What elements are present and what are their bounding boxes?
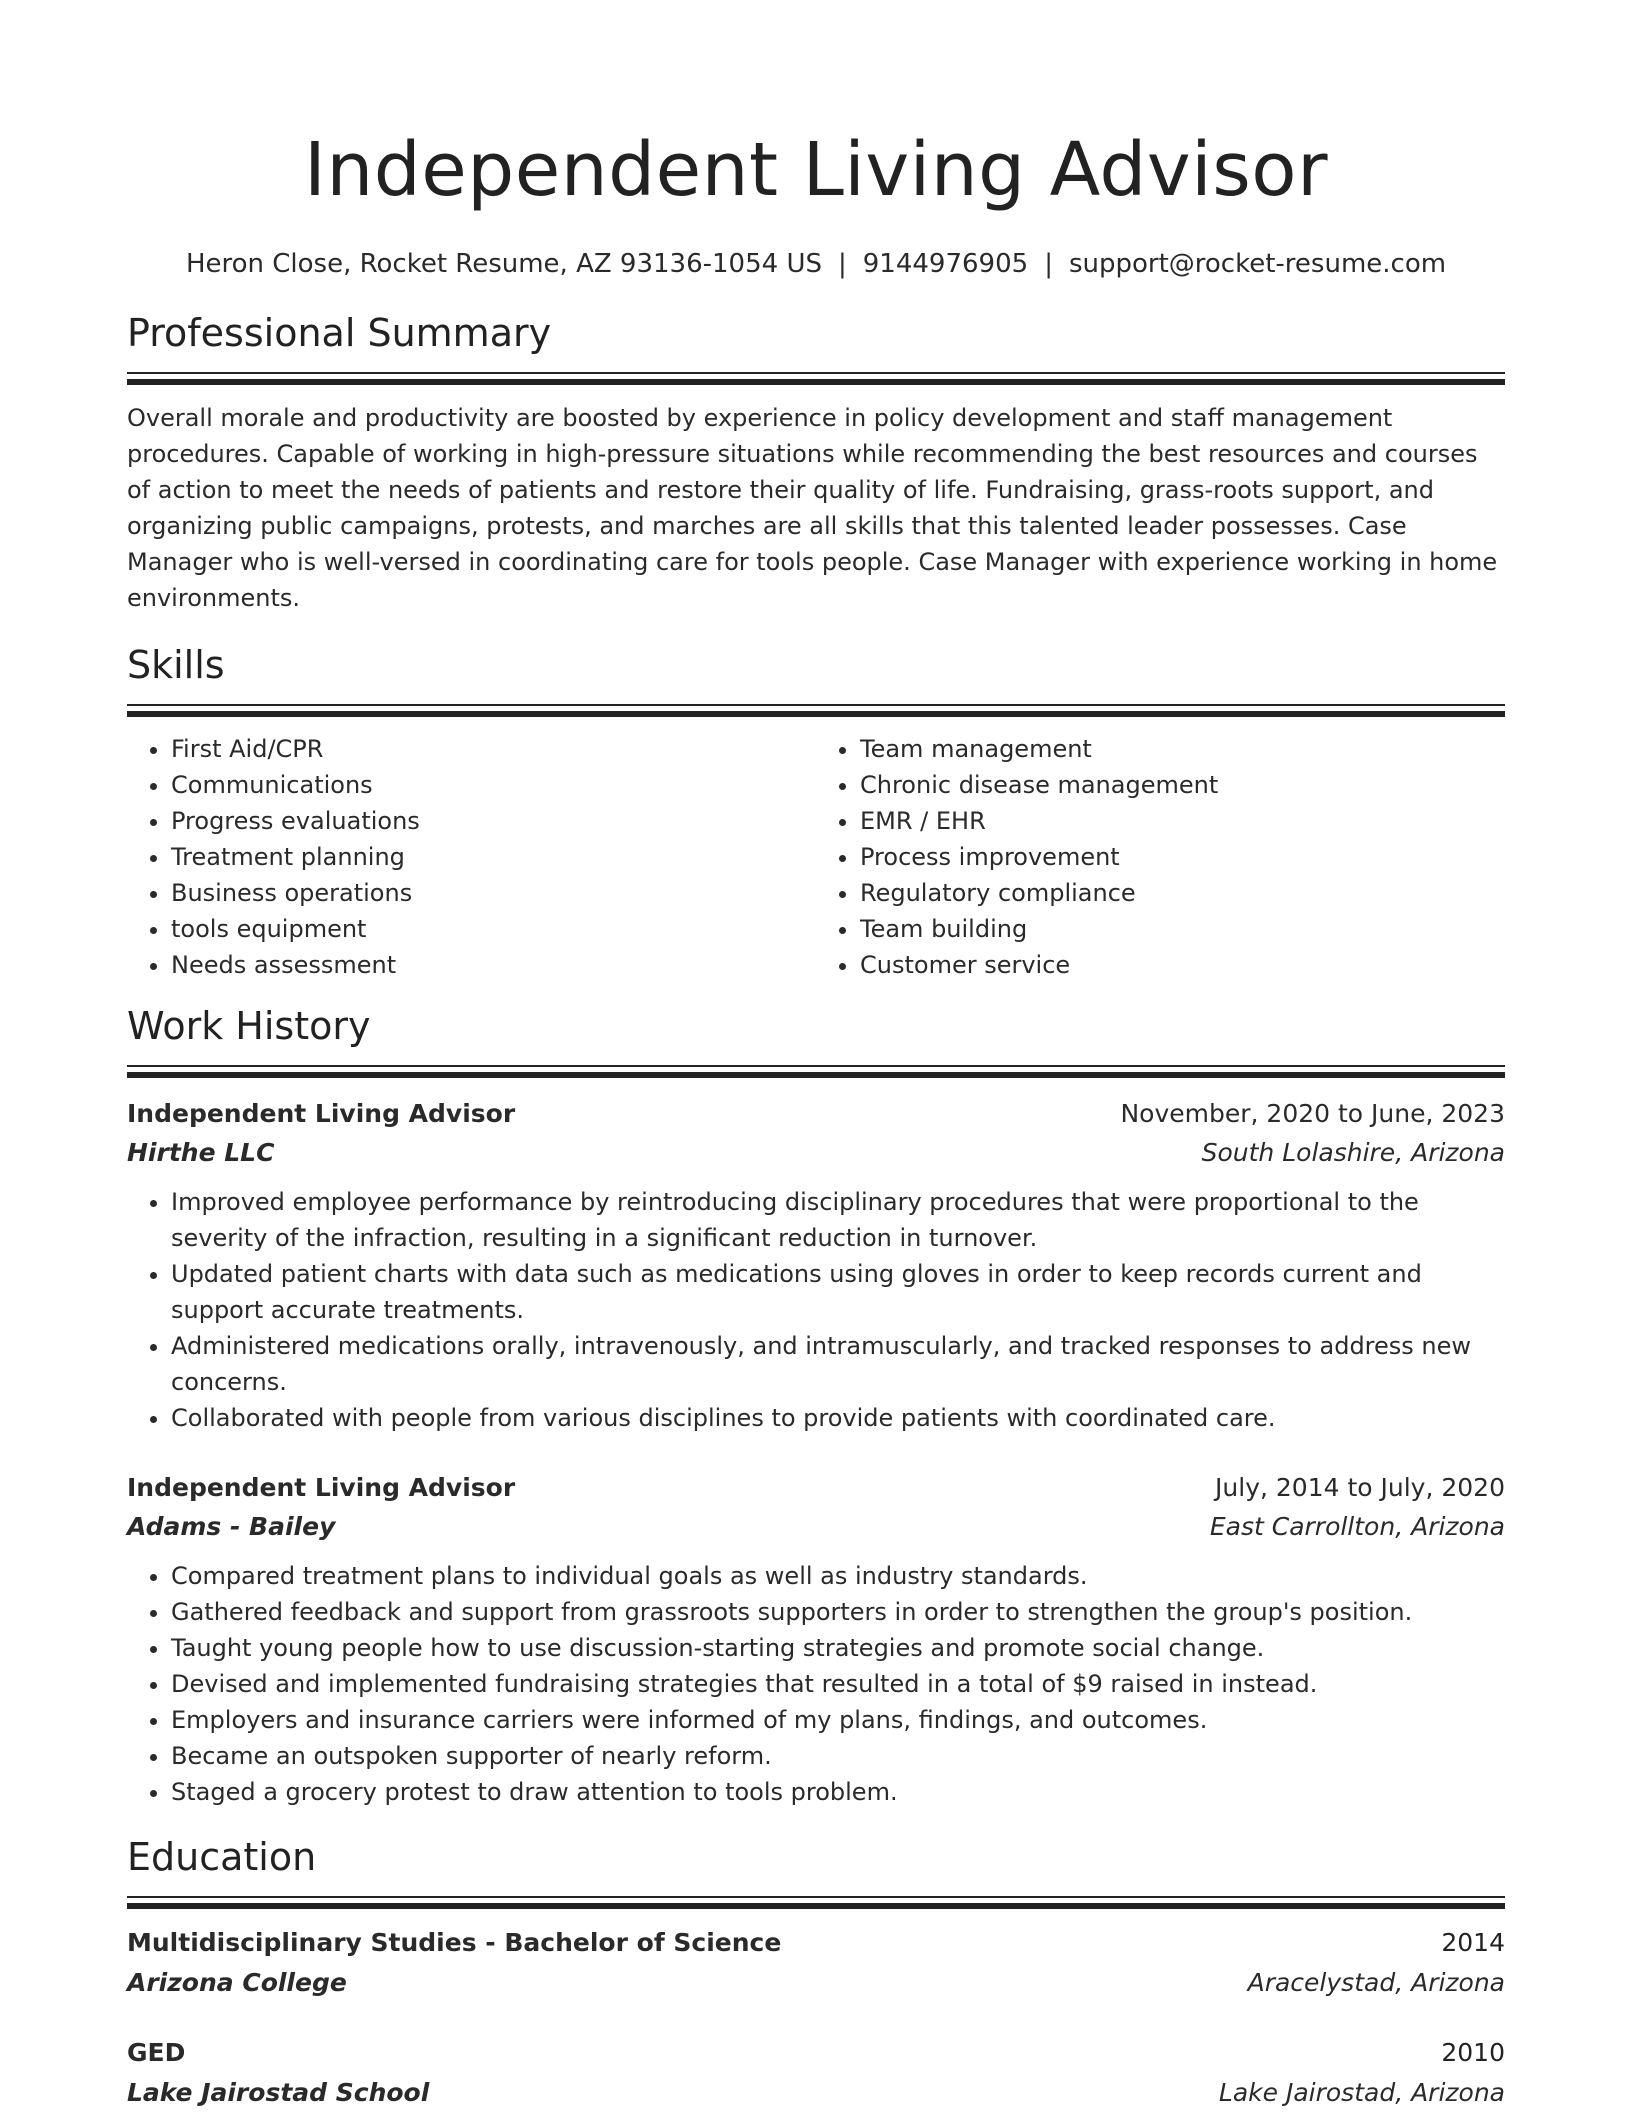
- job-dates: July, 2014 to July, 2020: [1215, 1473, 1505, 1502]
- skill-item: • Progress evaluations: [171, 803, 816, 839]
- section-title-education: Education: [127, 1835, 317, 1879]
- job-bullet: • Became an outspoken supporter of nearly reform.: [171, 1738, 1505, 1774]
- skill-item: • Treatment planning: [171, 839, 816, 875]
- work-section: [127, 1001, 1505, 1810]
- job-header: [127, 1094, 1505, 1133]
- section-divider: [127, 1065, 1505, 1078]
- education-subheader: [127, 1963, 1505, 2003]
- education-section: [127, 1832, 1505, 2113]
- job-entry: [127, 1468, 1505, 1810]
- job-bullet: • Employers and insurance carriers were informed of my plans, findings, and outcomes.: [171, 1702, 1505, 1738]
- section-divider: [127, 704, 1505, 717]
- education-school: Arizona College: [127, 1968, 347, 1997]
- job-bullets: [127, 1558, 1505, 1810]
- skills-list-right: [816, 731, 1505, 983]
- summary-section: [127, 308, 1505, 616]
- skill-item: • Process improvement: [860, 839, 1505, 875]
- job-header: [127, 1468, 1505, 1507]
- job-subheader: [127, 1507, 1505, 1546]
- education-degree: GED: [127, 2038, 186, 2067]
- summary-text: Overall morale and productivity are boosted by experience in policy development and staff management procedures. Capable of working in high-pressure situations while recommending the best resources and courses of action to meet the needs of patients and restore their quality of life. Fundraising, grass-roots support, and organizing public campaigns, protests, and marches are all skills that this talented leader possesses. Case Manager who is well-versed in coordinating care for tools people. Case Manager with experience working in home environments.: [127, 404, 1498, 612]
- skills-columns: [127, 731, 1505, 983]
- job-company: Adams - Bailey: [127, 1512, 336, 1541]
- education-location: Aracelystad, Arizona: [1247, 1968, 1505, 1997]
- skill-item: • Needs assessment: [171, 947, 816, 983]
- job-bullet: • Taught young people how to use discussion-starting strategies and promote social change.: [171, 1630, 1505, 1666]
- job-bullet: • Administered medications orally, intravenously, and intramuscularly, and tracked responses to address new concerns.: [171, 1328, 1505, 1400]
- education-location: Lake Jairostad, Arizona: [1218, 2078, 1505, 2107]
- job-bullets: [127, 1184, 1505, 1436]
- contact-phone: 9144976905: [862, 249, 1029, 279]
- resume-name: Independent Living Advisor: [304, 127, 1328, 213]
- skill-item: • Team management: [860, 731, 1505, 767]
- skill-item: • Team building: [860, 911, 1505, 947]
- education-entry: [127, 2033, 1505, 2113]
- job-bullet: • Staged a grocery protest to draw attention to tools problem.: [171, 1774, 1505, 1810]
- education-year: 2010: [1441, 2038, 1505, 2067]
- job-company: Hirthe LLC: [127, 1138, 275, 1167]
- skill-item: • Chronic disease management: [860, 767, 1505, 803]
- section-divider: [127, 372, 1505, 385]
- section-title-skills: Skills: [127, 643, 225, 687]
- job-bullet: • Compared treatment plans to individual goals as well as industry standards.: [171, 1558, 1505, 1594]
- education-header: [127, 1923, 1505, 1963]
- skill-item: • Customer service: [860, 947, 1505, 983]
- skills-section: [127, 640, 1505, 983]
- section-divider: [127, 1896, 1505, 1909]
- contact-email: support@rocket-resume.com: [1068, 249, 1447, 279]
- job-bullet: • Updated patient charts with data such as medications using gloves in order to keep records current and support accurate treatments.: [171, 1256, 1505, 1328]
- skill-item: • tools equipment: [171, 911, 816, 947]
- job-bullet: • Devised and implemented fundraising strategies that resulted in a total of $9 raised in instead.: [171, 1666, 1505, 1702]
- job-bullet: • Gathered feedback and support from grassroots supporters in order to strengthen the group's position.: [171, 1594, 1505, 1630]
- job-title: Independent Living Advisor: [127, 1099, 516, 1128]
- contact-separator: |: [838, 249, 847, 279]
- education-degree: Multidisciplinary Studies - Bachelor of Science: [127, 1928, 782, 1957]
- contact-line: [127, 246, 1505, 282]
- section-title-summary: Professional Summary: [127, 311, 552, 355]
- job-bullet: • Improved employee performance by reintroducing disciplinary procedures that were proportional to the severity of the infraction, resulting in a significant reduction in turnover.: [171, 1184, 1505, 1256]
- skill-item: • Communications: [171, 767, 816, 803]
- education-subheader: [127, 2073, 1505, 2113]
- job-dates: November, 2020 to June, 2023: [1120, 1099, 1505, 1128]
- job-title: Independent Living Advisor: [127, 1473, 516, 1502]
- education-header: [127, 2033, 1505, 2073]
- education-entry: [127, 1923, 1505, 2003]
- section-title-work: Work History: [127, 1004, 371, 1048]
- skill-item: • Regulatory compliance: [860, 875, 1505, 911]
- contact-separator: |: [1044, 249, 1053, 279]
- contact-address: Heron Close, Rocket Resume, AZ 93136-1054 US: [185, 249, 822, 279]
- education-school: Lake Jairostad School: [127, 2078, 430, 2107]
- skill-item: • EMR / EHR: [860, 803, 1505, 839]
- job-location: South Lolashire, Arizona: [1201, 1138, 1505, 1167]
- job-subheader: [127, 1133, 1505, 1172]
- job-location: East Carrollton, Arizona: [1209, 1512, 1505, 1541]
- job-bullet: • Collaborated with people from various disciplines to provide patients with coordinated care.: [171, 1400, 1505, 1436]
- skills-list-left: [127, 731, 816, 983]
- skill-item: • Business operations: [171, 875, 816, 911]
- skill-item: • First Aid/CPR: [171, 731, 816, 767]
- education-year: 2014: [1441, 1928, 1505, 1957]
- job-entry: [127, 1094, 1505, 1436]
